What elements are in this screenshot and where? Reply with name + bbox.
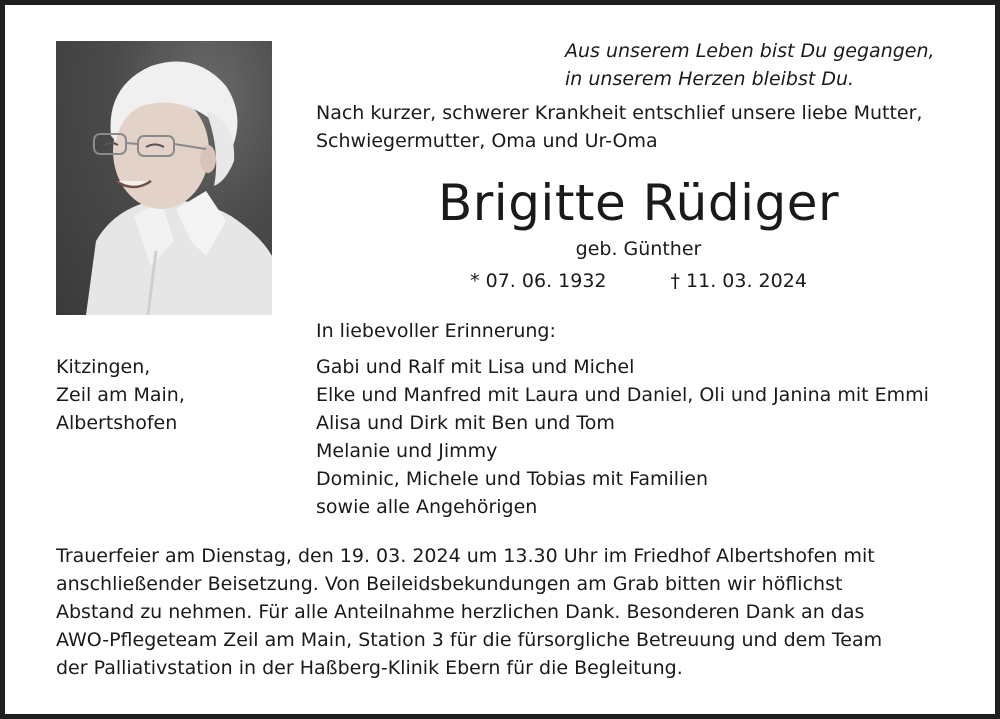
- deceased-name: Brigitte Rüdiger: [437, 174, 840, 232]
- intro-text: [316, 99, 922, 155]
- motto-verse: [565, 37, 935, 93]
- notice-line: anschließender Beisetzung. Von Beileidsbekundungen am Grab bitten wir höflichst: [56, 573, 843, 595]
- birth-date: * 07. 06. 1932: [470, 270, 607, 292]
- place-item: Albertshofen: [56, 412, 178, 434]
- portrait-photo: [56, 41, 272, 315]
- mourner-item: sowie alle Angehörigen: [316, 496, 538, 518]
- place-item: Kitzingen,: [56, 356, 151, 378]
- death-date: † 11. 03. 2024: [670, 270, 807, 292]
- mourner-item: Gabi und Ralf mit Lisa und Michel: [316, 356, 635, 378]
- notice-line: AWO-Pflegeteam Zeil am Main, Station 3 für die fürsorgliche Betreuung und dem Team: [56, 629, 883, 651]
- notice-line: der Palliativstation in der Haßberg-Klinik Ebern für die Begleitung.: [56, 657, 683, 679]
- maiden-name: geb. Günther: [575, 238, 702, 260]
- mourner-item: Melanie und Jimmy: [316, 440, 498, 462]
- place-item: Zeil am Main,: [56, 384, 185, 406]
- intro-line: Nach kurzer, schwerer Krankheit entschlief unsere liebe Mutter,: [316, 102, 923, 124]
- motto-line: in unserem Herzen bleibst Du.: [565, 68, 855, 90]
- funeral-notice: [56, 542, 882, 682]
- mourner-item: Dominic, Michele und Tobias mit Familien: [316, 468, 709, 490]
- mourner-item: Elke und Manfred mit Laura und Daniel, Oli und Janina mit Emmi: [316, 384, 929, 406]
- portrait-illustration: [56, 41, 272, 315]
- intro-line: Schwiegermutter, Oma und Ur-Oma: [316, 130, 658, 152]
- life-dates: [316, 267, 961, 295]
- mourner-item: Alisa und Dirk mit Ben und Tom: [316, 412, 615, 434]
- memory-heading: In liebevoller Erinnerung:: [316, 320, 556, 342]
- notice-line: Abstand zu nehmen. Für alle Anteilnahme herzlichen Dank. Besonderen Dank an das: [56, 601, 865, 623]
- mourners-list: [316, 353, 929, 521]
- notice-line: Trauerfeier am Dienstag, den 19. 03. 2024 um 13.30 Uhr im Friedhof Albertshofen mit: [56, 545, 875, 567]
- places-list: [56, 353, 185, 437]
- motto-line: Aus unserem Leben bist Du gegangen,: [565, 40, 935, 62]
